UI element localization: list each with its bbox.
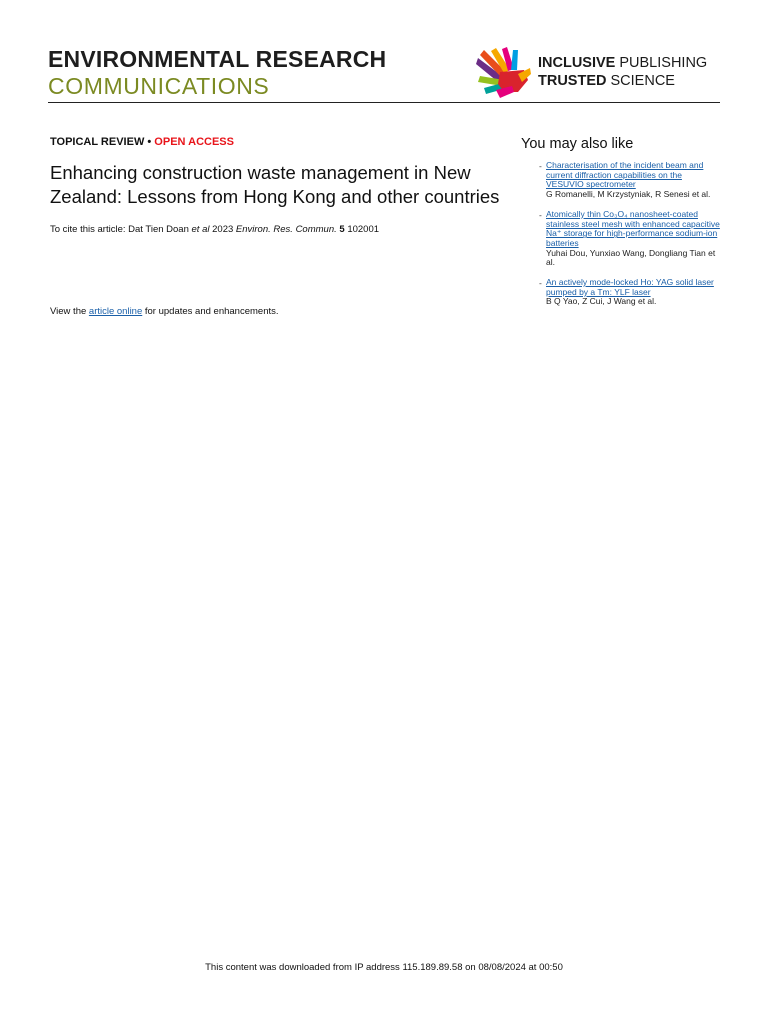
view-prefix: View the — [50, 306, 89, 317]
citation-etal: et al — [191, 224, 210, 235]
related-articles — [521, 136, 721, 317]
article-type-label: TOPICAL REVIEW — [50, 136, 145, 148]
colorful-hands-icon — [474, 46, 532, 100]
list-dash: - — [539, 209, 542, 220]
related-item — [521, 210, 721, 268]
related-item — [521, 278, 721, 307]
related-item-authors: G Romanelli, M Krzystyniak, R Senesi et al. — [546, 189, 711, 200]
related-item — [521, 161, 721, 200]
publisher-line2 — [538, 73, 675, 89]
download-footer: This content was downloaded from IP address 115.189.89.58 on 08/08/2024 at 00:50 — [205, 962, 563, 973]
kicker-separator: • — [144, 136, 155, 148]
publisher-line1-rest: PUBLISHING — [615, 55, 708, 71]
related-heading: You may also like — [521, 136, 634, 152]
view-suffix: for updates and enhancements. — [142, 306, 279, 317]
publisher-line2-rest: SCIENCE — [606, 73, 675, 89]
list-dash: - — [539, 278, 542, 289]
publisher-line2-bold: TRUSTED — [538, 73, 607, 89]
citation-number: 102001 — [344, 224, 380, 235]
publisher-line1 — [538, 55, 707, 71]
citation-year: 2023 — [209, 224, 236, 235]
article-title: Enhancing construction waste management in New Zealand: Lessons from Hong Kong and other countries — [50, 162, 500, 207]
citation — [50, 224, 515, 235]
article-online-link[interactable]: article online — [88, 306, 143, 317]
header-divider — [48, 102, 720, 103]
citation-volume: 5 — [339, 224, 345, 235]
list-dash: - — [539, 161, 542, 171]
journal-name-line2: COMMUNICATIONS — [48, 73, 270, 99]
related-item-authors: Yuhai Dou, Yunxiao Wang, Dongliang Tian et al. — [546, 247, 716, 268]
journal-logo[interactable] — [48, 46, 386, 100]
publisher-line1-bold: INCLUSIVE — [538, 55, 616, 71]
open-access-badge: OPEN ACCESS — [154, 136, 234, 148]
journal-name-line1: ENVIRONMENTAL RESEARCH — [48, 46, 387, 72]
article-info — [50, 136, 515, 235]
article-type — [50, 136, 515, 148]
citation-journal: Environ. Res. Commun. — [235, 224, 337, 235]
publisher-badge[interactable] — [474, 46, 720, 100]
related-item-link[interactable]: Characterisation of the incident beam and current diffraction capabilities on the VESUVIO spectrometer — [546, 160, 704, 190]
related-item-link[interactable]: Atomically thin Co₃O₄ nanosheet-coated stainless steel mesh with enhanced capacitive Na⁺ storage for high-performance sodium-ion batteries — [546, 208, 720, 248]
related-item-link[interactable]: An actively mode-locked Ho: YAG solid laser pumped by a Tm: YLF laser — [546, 277, 714, 297]
view-online — [50, 306, 279, 317]
citation-prefix: To cite this article: Dat Tien Doan — [50, 224, 192, 235]
related-item-authors: B Q Yao, Z Cui, J Wang et al. — [546, 296, 657, 307]
